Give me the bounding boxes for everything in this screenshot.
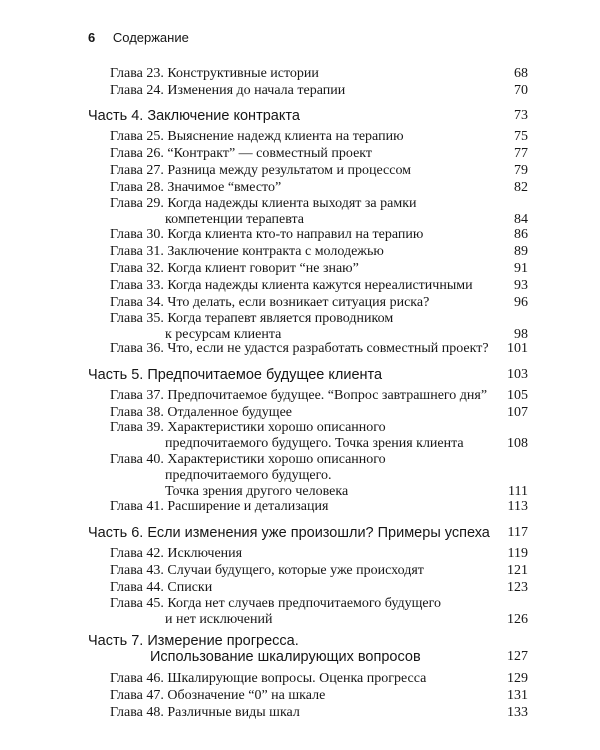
toc-page-number: 84 xyxy=(514,212,528,227)
toc-page-number: 129 xyxy=(507,671,528,686)
toc-entry-title: предпочитаемого будущего. xyxy=(165,468,332,483)
toc-page-number: 79 xyxy=(514,163,528,178)
toc-entry-title: Глава 34. Что делать, если возникает ситуация риска? xyxy=(110,295,430,310)
toc-page-number: 127 xyxy=(507,649,528,664)
toc-page-number: 123 xyxy=(507,580,528,595)
toc-entry-title: Глава 33. Когда надежды клиента кажутся нереалистичными xyxy=(110,278,473,293)
toc-entry-title: Глава 48. Различные виды шкал xyxy=(110,705,300,720)
toc-entry-title: Глава 43. Случаи будущего, которые уже происходят xyxy=(110,563,424,578)
toc-page-number: 82 xyxy=(514,180,528,195)
section-title: Содержание xyxy=(112,30,189,45)
toc-page-number: 75 xyxy=(514,129,528,144)
toc-entry-title: Глава 24. Изменения до начала терапии xyxy=(110,83,346,98)
toc-entry-title: и нет исключений xyxy=(165,612,273,627)
toc-entry-title: Глава 41. Расширение и детализация xyxy=(110,499,329,514)
toc-entry-title: Глава 27. Разница между результатом и процессом xyxy=(110,163,412,178)
toc-entry-title: Глава 30. Когда клиента кто-то направил на терапию xyxy=(110,227,424,242)
toc-page-number: 98 xyxy=(514,327,528,342)
toc-entry-title: Часть 6. Если изменения уже произошли? Примеры успеха xyxy=(88,525,490,541)
toc-entry-title: Глава 28. Значимое “вместо” xyxy=(110,180,282,195)
toc-entry-title: Использование шкалирующих вопросов xyxy=(150,649,421,665)
toc-page-number: 111 xyxy=(508,484,528,499)
toc-page-number: 117 xyxy=(507,525,528,540)
toc-page-number: 73 xyxy=(514,108,528,123)
toc-page-number: 107 xyxy=(507,405,528,420)
toc-page-number: 70 xyxy=(514,83,528,98)
toc-page-number: 77 xyxy=(514,146,528,161)
toc-page-number: 89 xyxy=(514,244,528,259)
toc-page-number: 105 xyxy=(507,388,528,403)
toc-entry-title: Часть 5. Предпочитаемое будущее клиента xyxy=(88,367,383,383)
toc-entry-title: компетенции терапевта xyxy=(165,212,305,227)
toc-entry-title: Глава 42. Исключения xyxy=(110,546,243,561)
toc-entry-title: Глава 25. Выяснение надежд клиента на терапию xyxy=(110,129,404,144)
toc-page-number: 121 xyxy=(507,563,528,578)
toc-page-number: 91 xyxy=(514,261,528,276)
toc-page-number: 133 xyxy=(507,705,528,720)
toc-page-number: 108 xyxy=(507,436,528,451)
toc-page-number: 96 xyxy=(514,295,528,310)
toc-page-number: 131 xyxy=(507,688,528,703)
toc-entry-title: Глава 26. “Контракт” — совместный проект xyxy=(110,146,373,161)
toc-entry-title: Глава 45. Когда нет случаев предпочитаемого будущего xyxy=(110,596,442,611)
toc-entry-title: Глава 40. Характеристики хорошо описанного xyxy=(110,452,386,467)
toc-entry-title: Глава 44. Списки xyxy=(110,580,213,595)
toc-entry-title: Глава 31. Заключение контракта с молодежью xyxy=(110,244,384,259)
toc-entry-title: Часть 4. Заключение контракта xyxy=(88,108,300,124)
toc-entry-title: Глава 37. Предпочитаемое будущее. “Вопрос завтрашнего дня” xyxy=(110,388,488,403)
toc-page-number: 103 xyxy=(507,367,528,382)
toc-entry-title: Глава 32. Когда клиент говорит “не знаю” xyxy=(110,261,359,276)
page-number: 6 xyxy=(88,30,96,45)
toc-entry-title: Глава 36. Что, если не удастся разработать совместный проект? xyxy=(110,341,489,356)
toc-entry-title: Глава 38. Отдаленное будущее xyxy=(110,405,292,420)
toc-entry-title: к ресурсам клиента xyxy=(165,327,282,342)
toc-entry-title: Глава 46. Шкалирующие вопросы. Оценка прогресса xyxy=(110,671,427,686)
toc-entry-title: Точка зрения другого человека xyxy=(165,484,349,499)
toc-entry-title: предпочитаемого будущего. Точка зрения клиента xyxy=(165,436,464,451)
toc-page-number: 119 xyxy=(507,546,528,561)
toc-page-number: 101 xyxy=(507,341,528,356)
toc-page-number: 68 xyxy=(514,66,528,81)
toc-entry-title: Глава 47. Обозначение “0” на шкале xyxy=(110,688,326,703)
toc-entry-title: Глава 35. Когда терапевт является проводником xyxy=(110,311,394,326)
toc-page-number: 126 xyxy=(507,612,528,627)
toc-entry-title: Глава 39. Характеристики хорошо описанного xyxy=(110,420,386,435)
toc-entry-title: Глава 23. Конструктивные истории xyxy=(110,66,319,81)
toc-page-number: 86 xyxy=(514,227,528,242)
toc-entry-title: Глава 29. Когда надежды клиента выходят за рамки xyxy=(110,196,417,211)
toc-page-number: 93 xyxy=(514,278,528,293)
toc-entry-title: Часть 7. Измерение прогресса. xyxy=(88,633,299,649)
toc-page-number: 113 xyxy=(507,499,528,514)
